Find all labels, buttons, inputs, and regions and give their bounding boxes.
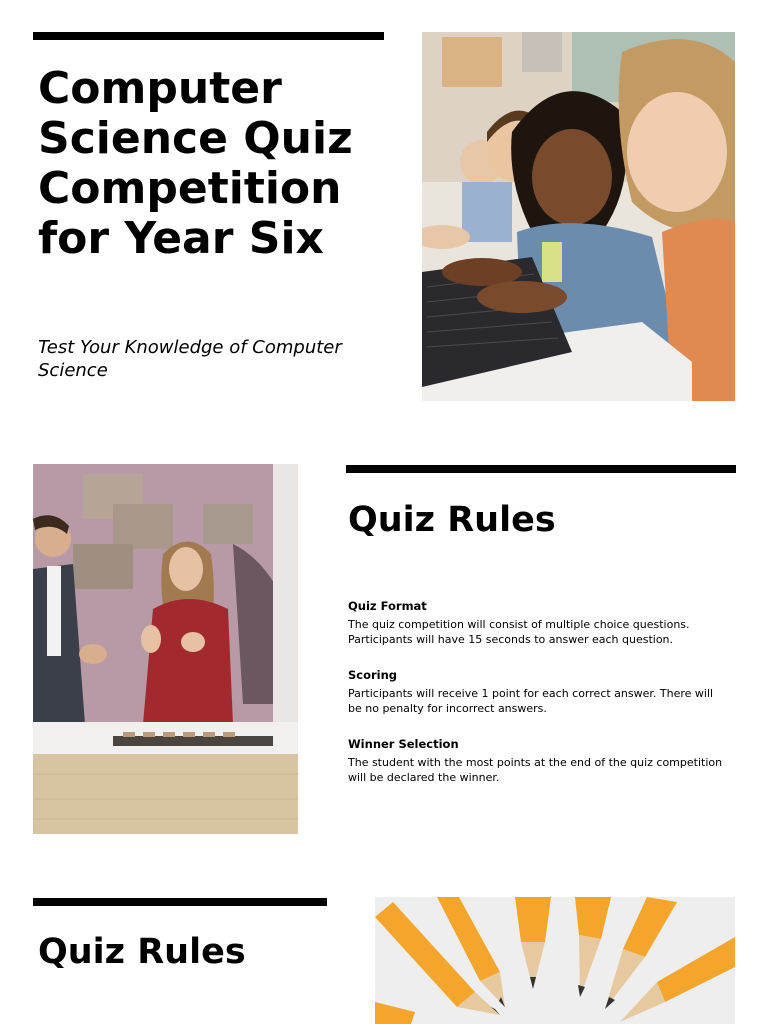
children-at-keyboard-photo xyxy=(422,32,735,401)
pencils-photo xyxy=(375,897,735,1024)
rules-divider-bar xyxy=(346,465,736,473)
bottom-rules-heading: Quiz Rules xyxy=(38,932,246,972)
rule-heading: Winner Selection xyxy=(348,737,459,751)
rule-text: Participants will receive 1 point for each correct answer. There will be no penalty for incorrect answers. xyxy=(348,687,714,715)
bottom-divider-bar xyxy=(33,898,327,906)
rule-scoring xyxy=(348,668,728,716)
rules-heading: Quiz Rules xyxy=(348,500,556,540)
presenters-on-stage-photo xyxy=(33,464,298,834)
rule-quiz-format xyxy=(348,599,728,647)
rule-winner-selection xyxy=(348,737,728,785)
rule-text: The student with the most points at the end of the quiz competition will be declared the winner. xyxy=(348,756,723,784)
rule-text: The quiz competition will consist of multiple choice questions. Participants will have 15 seconds to answer each question. xyxy=(348,618,690,646)
rule-heading: Scoring xyxy=(348,668,398,682)
page-subtitle: Test Your Knowledge of Computer Science xyxy=(38,337,342,381)
top-divider-bar xyxy=(33,32,384,40)
rule-heading: Quiz Format xyxy=(348,599,427,613)
page-title: Computer Science Quiz Competition for Year Six xyxy=(38,63,353,264)
